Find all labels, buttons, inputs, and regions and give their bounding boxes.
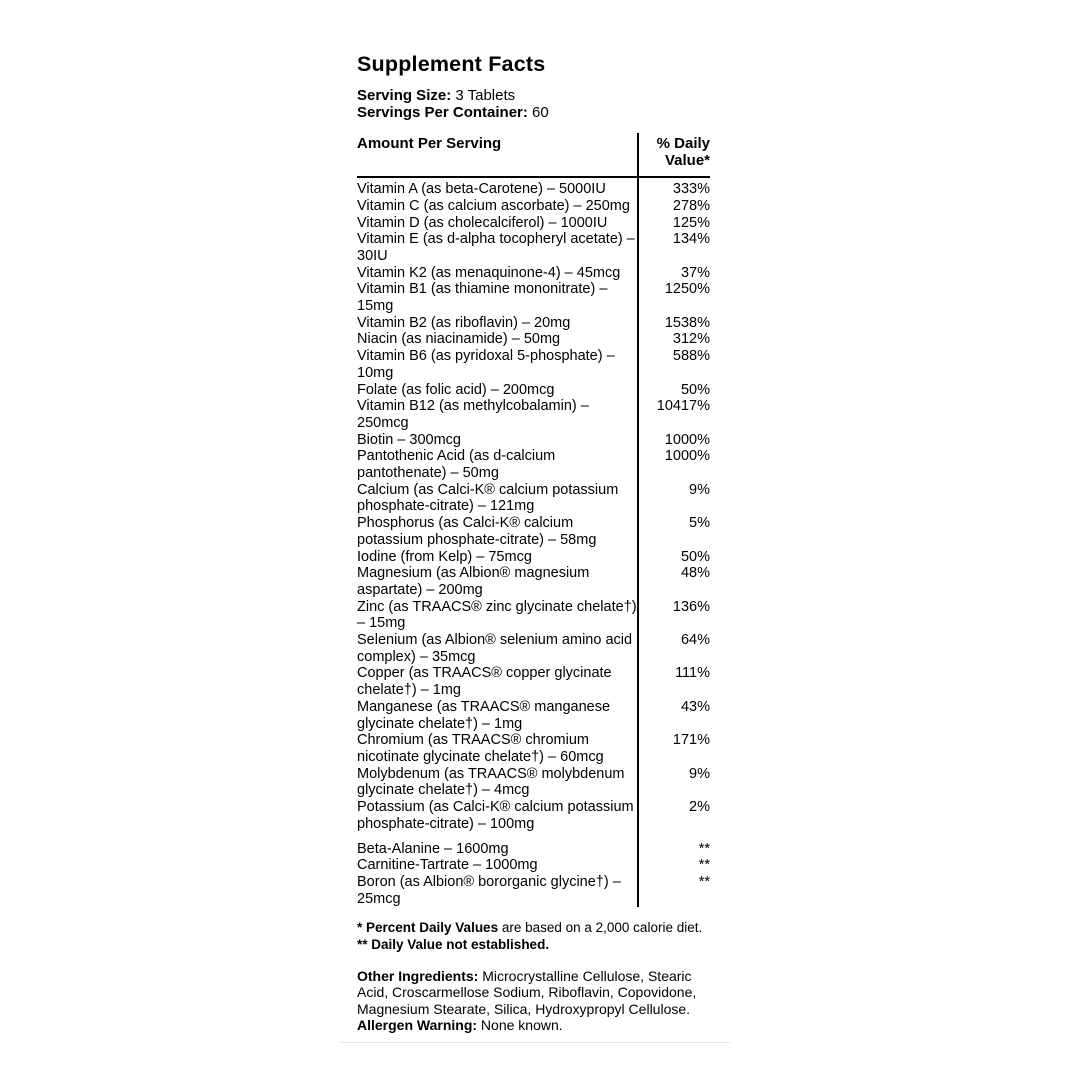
- ingredient-name: Copper (as TRAACS® copper glycinate chelate†) – 1mg: [357, 665, 612, 699]
- footnotes: [357, 920, 710, 954]
- percent-daily-values-note: [357, 920, 710, 937]
- column-divider: [637, 133, 639, 908]
- ingredient-name: Iodine (from Kelp) – 75mcg: [357, 548, 532, 565]
- daily-value: 9%: [689, 481, 710, 498]
- table-row: [357, 265, 710, 282]
- ingredient-name: Zinc (as TRAACS® zinc glycinate chelate†) – 15mg: [357, 598, 637, 632]
- daily-value: 10417%: [656, 398, 710, 415]
- daily-value: **: [698, 857, 710, 874]
- percent-daily-values-rest: are based on a 2,000 calorie diet.: [498, 920, 703, 936]
- other-ingredients-text: Microcrystalline Cellulose, Stearic Acid, Croscarmellose Sodium, Riboflavin, Copovidone, Magnesium Stearate, Silica, Hydroxypropyl Cellulose.: [357, 967, 697, 1017]
- daily-value: 1538%: [664, 314, 710, 331]
- daily-value: 278%: [672, 197, 710, 214]
- daily-value: 134%: [672, 231, 710, 248]
- table-row: [357, 348, 710, 381]
- ingredient-name: Vitamin K2 (as menaquinone-4) – 45mcg: [357, 264, 621, 281]
- ingredient-name: Vitamin E (as d-alpha tocopheryl acetate) – 30IU: [357, 231, 635, 264]
- daily-value-not-established-note: ** Daily Value not established.: [357, 937, 550, 953]
- daily-value: 9%: [689, 765, 710, 782]
- table-row: [357, 732, 710, 765]
- daily-value: 125%: [672, 214, 710, 231]
- ingredient-name: Vitamin B2 (as riboflavin) – 20mg: [357, 314, 571, 331]
- daily-value: 171%: [672, 732, 710, 749]
- ingredient-name: Niacin (as niacinamide) – 50mg: [357, 331, 561, 348]
- daily-value: 50%: [680, 548, 710, 565]
- table-row: [357, 549, 710, 566]
- other-ingredients: [357, 968, 710, 1034]
- table-row: [357, 515, 710, 548]
- ingredient-name: Selenium (as Albion® selenium amino acid complex) – 35mcg: [357, 632, 633, 665]
- ingredient-name: Vitamin B12 (as methylcobalamin) – 250mcg: [357, 398, 589, 431]
- table-row: [357, 448, 710, 481]
- table-row: [357, 382, 710, 399]
- table-row: [357, 565, 710, 598]
- allergen-warning-text: None known.: [477, 1017, 563, 1034]
- serving-size-label: Serving Size:: [357, 87, 452, 104]
- table-body-no-dv: [357, 841, 710, 908]
- ingredient-name: Biotin – 300mcg: [357, 431, 461, 448]
- facts-table: [357, 133, 710, 908]
- table-row: [357, 398, 710, 431]
- daily-value: 1000%: [664, 448, 710, 465]
- servings-per-container-value: 60: [527, 104, 549, 122]
- ingredient-name: Chromium (as TRAACS® chromium nicotinate glycinate chelate†) – 60mcg: [357, 732, 604, 765]
- table-body: [357, 178, 710, 832]
- table-row: [357, 198, 710, 215]
- table-row: [357, 799, 710, 832]
- percent-daily-values-bold: * Percent Daily Values: [357, 920, 499, 936]
- ingredient-name: Vitamin D (as cholecalciferol) – 1000IU: [357, 214, 608, 231]
- ingredient-name: Pantothenic Acid (as d-calcium pantothenate) – 50mg: [357, 448, 556, 482]
- daily-value: 50%: [680, 381, 710, 398]
- ingredient-name: Molybdenum (as TRAACS® molybdenum glycinate chelate†) – 4mcg: [357, 765, 625, 799]
- servings-per-container-line: [357, 104, 710, 121]
- table-row: [357, 766, 710, 799]
- daily-value: 312%: [672, 331, 710, 348]
- daily-value: **: [698, 873, 710, 890]
- ingredient-name: Calcium (as Calci-K® calcium potassium phosphate-citrate) – 121mg: [357, 481, 619, 515]
- daily-value: 2%: [689, 799, 710, 816]
- amount-per-serving-header: Amount Per Serving: [357, 134, 502, 152]
- table-row: [357, 857, 710, 874]
- table-row: [357, 841, 710, 858]
- table-row: [357, 632, 710, 665]
- ingredient-name: Folate (as folic acid) – 200mcg: [357, 381, 555, 398]
- ingredient-name: Phosphorus (as Calci-K® calcium potassium phosphate-citrate) – 58mg: [357, 515, 597, 548]
- ingredient-name: Vitamin C (as calcium ascorbate) – 250mg: [357, 197, 630, 214]
- ingredient-name: Vitamin B1 (as thiamine mononitrate) – 15mg: [357, 281, 608, 315]
- serving-size-value: 3 Tablets: [451, 87, 516, 104]
- serving-size-line: [357, 87, 710, 104]
- table-row: [357, 231, 710, 264]
- daily-value: 136%: [672, 598, 710, 615]
- table-row: [357, 181, 710, 198]
- other-ingredients-label: Other Ingredients:: [357, 967, 479, 984]
- ingredient-name: Manganese (as TRAACS® manganese glycinate chelate†) – 1mg: [357, 698, 611, 732]
- ingredient-name: Vitamin A (as beta-Carotene) – 5000IU: [357, 181, 606, 198]
- daily-value: 43%: [680, 698, 710, 715]
- ingredient-name: Carnitine-Tartrate – 1000mg: [357, 857, 538, 874]
- ingredient-name: Boron (as Albion® bororganic glycine†) – 25mcg: [357, 873, 621, 907]
- daily-value: 588%: [672, 348, 710, 365]
- table-header: [357, 133, 710, 176]
- daily-value: 333%: [672, 181, 710, 198]
- ingredient-name: Vitamin B6 (as pyridoxal 5-phosphate) – 10mg: [357, 348, 615, 381]
- table-row: [357, 331, 710, 348]
- ingredient-name: Magnesium (as Albion® magnesium aspartate) – 200mg: [357, 565, 590, 598]
- servings-per-container-label: Servings Per Container:: [357, 104, 528, 122]
- table-row: [357, 665, 710, 698]
- bottom-divider: [340, 1042, 730, 1043]
- table-row: [357, 482, 710, 515]
- allergen-warning-label: Allergen Warning:: [357, 1017, 478, 1034]
- table-row: [357, 315, 710, 332]
- daily-value: 64%: [680, 632, 710, 649]
- daily-value: 111%: [675, 665, 710, 682]
- daily-value: **: [698, 840, 710, 857]
- daily-value-header: % Daily Value*: [656, 134, 710, 169]
- label-title: Supplement Facts: [357, 52, 546, 76]
- daily-value: 1000%: [664, 431, 710, 448]
- daily-value: 37%: [680, 264, 710, 281]
- table-row: [357, 599, 710, 632]
- daily-value: 1250%: [664, 281, 710, 298]
- supplement-facts-label: [357, 52, 710, 1034]
- table-row: [357, 699, 710, 732]
- ingredient-name: Beta-Alanine – 1600mg: [357, 840, 509, 857]
- ingredient-name: Potassium (as Calci-K® calcium potassium phosphate-citrate) – 100mg: [357, 799, 634, 832]
- daily-value: 5%: [689, 515, 710, 532]
- table-row: [357, 432, 710, 449]
- table-row: [357, 215, 710, 232]
- table-row: [357, 874, 710, 907]
- daily-value: 48%: [680, 565, 710, 582]
- table-row: [357, 281, 710, 314]
- other-ingredients-block: [357, 968, 710, 1034]
